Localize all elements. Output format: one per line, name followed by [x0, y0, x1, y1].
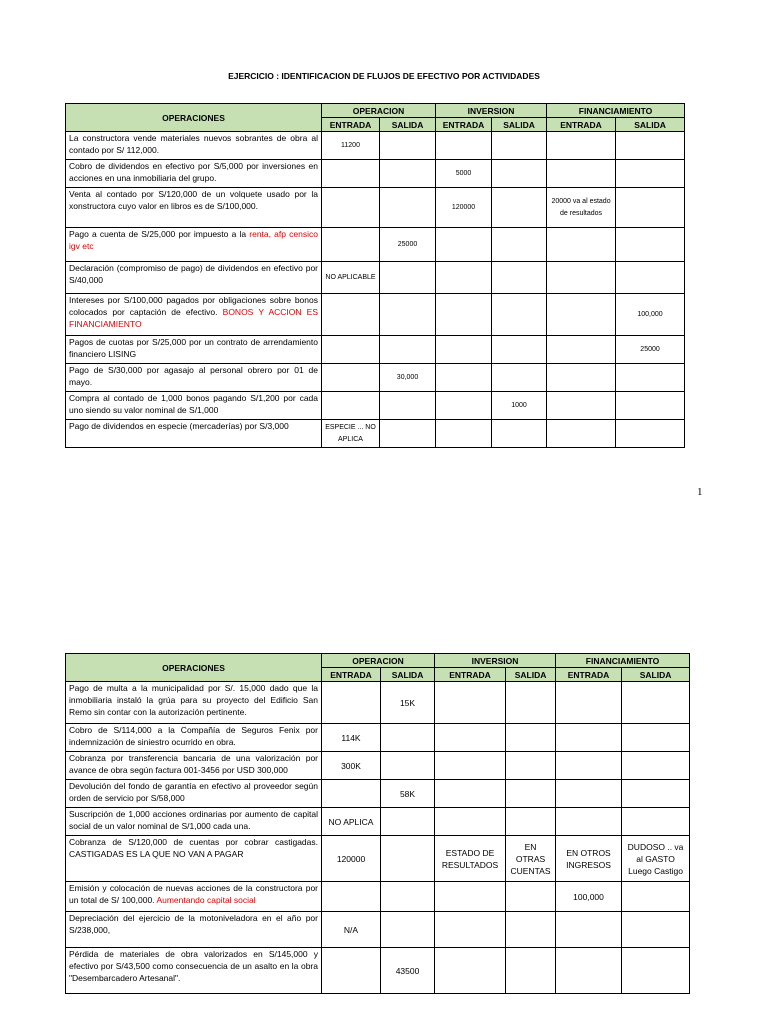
page-number: 1: [697, 486, 703, 498]
cell-fin-in: [547, 228, 616, 262]
cell-op-out: [381, 912, 435, 948]
cell-op-in: [322, 294, 380, 336]
table-row: [66, 392, 685, 420]
operation-text: Suscripción de 1,000 acciones ordinarias por aumento de capital social de un valor nominal de S/1,000 cada una.: [69, 809, 318, 831]
header-financiamiento: FINANCIAMIENTO: [556, 654, 690, 668]
header-entrada: ENTRADA: [436, 118, 492, 132]
cell-inv-in: 120000: [436, 188, 492, 228]
operation-text: Declaración (compromiso de pago) de dividendos en efectivo por S/40,000: [69, 263, 318, 285]
table-row: [66, 336, 685, 364]
cell-op-out: [380, 336, 436, 364]
cell-inv-out: [506, 912, 556, 948]
header-entrada: ENTRADA: [322, 668, 381, 682]
header-salida: SALIDA: [616, 118, 685, 132]
cell-inv-in: [435, 948, 506, 994]
cell-op-out: [380, 188, 436, 228]
operation-note: renta, afp censico igv etc: [69, 229, 318, 251]
cell-inv-out: [492, 160, 547, 188]
operation-text: Intereses por S/100,000 pagados por obligaciones sobre bonos colocados por captación de efectivo.: [69, 295, 318, 317]
cell-inv-out: [506, 780, 556, 808]
cell-op-in: [322, 336, 380, 364]
cell-inv-out: 1000: [492, 392, 547, 420]
table-row: [66, 364, 685, 392]
cell-fin-out: [622, 882, 690, 912]
cell-fin-in: [556, 808, 622, 836]
cell-inv-in: [435, 752, 506, 780]
table-row: [66, 132, 685, 160]
cell-fin-in: [556, 752, 622, 780]
operation-description: [66, 882, 322, 912]
cell-op-out: 30,000: [380, 364, 436, 392]
cell-inv-in: [435, 808, 506, 836]
cell-fin-out: [616, 132, 685, 160]
operation-text: Pago de S/30,000 por agasajo al personal obrero por 01 de mayo.: [69, 365, 318, 387]
cell-fin-in: [556, 912, 622, 948]
operation-description: [66, 262, 322, 294]
cell-op-out: [381, 882, 435, 912]
cell-inv-in: [436, 132, 492, 160]
table-row: [66, 808, 690, 836]
cell-fin-in: [547, 294, 616, 336]
header-inversion: INVERSION: [435, 654, 556, 668]
cell-fin-in: [547, 132, 616, 160]
header-operacion: OPERACION: [322, 104, 436, 118]
operation-description: [66, 364, 322, 392]
header-salida: SALIDA: [492, 118, 547, 132]
cell-op-out: 15K: [381, 682, 435, 724]
cell-fin-out: [616, 262, 685, 294]
operation-description: [66, 188, 322, 228]
table-row: [66, 836, 690, 882]
cell-fin-in: 100,000: [556, 882, 622, 912]
table-row: [66, 188, 685, 228]
cell-inv-out: [492, 336, 547, 364]
cell-op-in: 120000: [322, 836, 381, 882]
table-row: [66, 912, 690, 948]
operation-description: [66, 160, 322, 188]
document-title: EJERCICIO : IDENTIFICACION DE FLUJOS DE EFECTIVO POR ACTIVIDADES: [228, 71, 540, 81]
operation-text: Compra al contado de 1,000 bonos pagando S/1,200 por cada uno siendo su valor nominal de S/1,000: [69, 393, 318, 415]
operation-text: Pago de dividendos en especie (mercaderías) por S/3,000: [69, 421, 289, 431]
cell-op-in: NO APLICABLE: [322, 262, 380, 294]
table-row: [66, 420, 685, 448]
table-row: [66, 262, 685, 294]
operation-description: [66, 780, 322, 808]
cell-op-in: 300K: [322, 752, 381, 780]
operation-description: [66, 752, 322, 780]
operation-description: [66, 724, 322, 752]
cell-inv-out: [506, 752, 556, 780]
cell-fin-out: [616, 160, 685, 188]
cell-op-out: [380, 294, 436, 336]
cell-inv-out: [492, 294, 547, 336]
cell-op-in: [322, 188, 380, 228]
cell-op-in: [322, 780, 381, 808]
header-salida: SALIDA: [506, 668, 556, 682]
operation-text: Venta al contado por S/120,000 de un volquete usado por la xonstructora cuyo valor en libros es de S/100,000.: [69, 189, 318, 211]
operation-description: [66, 228, 322, 262]
cell-fin-in: [556, 780, 622, 808]
header-salida: SALIDA: [622, 668, 690, 682]
cell-op-out: [381, 724, 435, 752]
cell-inv-in: [435, 724, 506, 752]
cell-inv-out: [492, 132, 547, 160]
cell-fin-in: [547, 364, 616, 392]
operation-text: Emisión y colocación de nuevas acciones de la constructora por un total de S/ 100,000.: [69, 883, 318, 905]
header-operaciones: OPERACIONES: [66, 104, 322, 132]
cell-inv-in: [436, 392, 492, 420]
table-row: [66, 780, 690, 808]
cell-inv-in: [435, 780, 506, 808]
cell-fin-out: [622, 780, 690, 808]
header-salida: SALIDA: [380, 118, 436, 132]
operation-text: Pérdida de materiales de obra valorizados en S/145,000 y efectivo por S/43,500 como consecuencia de un asalto en la obra "Desembarcadero Artesanal".: [69, 949, 318, 983]
operation-description: [66, 336, 322, 364]
operation-description: [66, 912, 322, 948]
table-row: [66, 682, 690, 724]
cell-inv-in: ESTADO DE RESULTADOS: [435, 836, 506, 882]
cell-op-out: [381, 752, 435, 780]
cell-fin-out: 25000: [616, 336, 685, 364]
cell-inv-in: [436, 228, 492, 262]
cell-fin-out: [622, 752, 690, 780]
cell-op-out: [380, 132, 436, 160]
cell-fin-in: 20000 va al estado de resultados: [547, 188, 616, 228]
cell-inv-in: 5000: [436, 160, 492, 188]
operation-note: BONOS Y ACCION ES FINANCIAMIENTO: [69, 307, 318, 329]
cell-fin-out: DUDOSO .. va al GASTO Luego Castigo: [622, 836, 690, 882]
cell-inv-out: [492, 420, 547, 448]
cell-inv-out: [506, 724, 556, 752]
cell-fin-in: EN OTROS INGRESOS: [556, 836, 622, 882]
cell-inv-in: [435, 882, 506, 912]
cell-fin-in: [547, 262, 616, 294]
cell-inv-in: [435, 912, 506, 948]
operation-text: Cobro de dividendos en efectivo por S/5,000 por inversiones en acciones en una inmobiliaria del grupo.: [69, 161, 318, 183]
cell-fin-out: [622, 912, 690, 948]
header-salida: SALIDA: [381, 668, 435, 682]
operation-text: Pago a cuenta de S/25,000 por impuesto a la: [69, 229, 250, 239]
header-entrada: ENTRADA: [322, 118, 380, 132]
cell-op-in: ESPECIE ... NO APLICA: [322, 420, 380, 448]
operation-text: Pagos de cuotas por S/25,000 por un contrato de arrendamiento financiero LISING: [69, 337, 318, 359]
cell-fin-out: [616, 188, 685, 228]
cell-inv-in: [436, 294, 492, 336]
cell-fin-out: 100,000: [616, 294, 685, 336]
header-operaciones: OPERACIONES: [66, 654, 322, 682]
operation-text: La constructora vende materiales nuevos sobrantes de obra al contado por S/ 112,000.: [69, 133, 318, 155]
cell-fin-in: [547, 420, 616, 448]
cell-op-out: [380, 392, 436, 420]
operation-text: Depreciación del ejercicio de la motoniveladora en el año por S/238,000,: [69, 913, 318, 935]
cell-op-in: [322, 882, 381, 912]
cell-inv-out: EN OTRAS CUENTAS: [506, 836, 556, 882]
operation-note: Aumentando capital social: [156, 895, 256, 905]
operation-text: Cobranza por transferencia bancaria de una valorización por avance de obra según factura 001-3456 por USD 300,000: [69, 753, 318, 775]
cell-fin-out: [622, 682, 690, 724]
operation-description: [66, 294, 322, 336]
header-entrada: ENTRADA: [556, 668, 622, 682]
cell-fin-out: [616, 228, 685, 262]
table-row: [66, 294, 685, 336]
cell-inv-in: [435, 682, 506, 724]
cell-op-in: 11200: [322, 132, 380, 160]
cell-op-in: [322, 682, 381, 724]
cell-fin-out: [616, 392, 685, 420]
operation-description: [66, 682, 322, 724]
cell-inv-out: [506, 808, 556, 836]
cell-fin-out: [616, 364, 685, 392]
cell-fin-in: [547, 336, 616, 364]
cell-inv-out: [492, 228, 547, 262]
cell-fin-in: [556, 724, 622, 752]
cell-op-in: [322, 160, 380, 188]
cell-inv-in: [436, 262, 492, 294]
operation-description: [66, 420, 322, 448]
operation-text: Cobro de S/114,000 a la Compañía de Seguros Fenix por indemnización de siniestro ocurrido en obra.: [69, 725, 318, 747]
cell-op-in: [322, 392, 380, 420]
cell-op-in: 114K: [322, 724, 381, 752]
cell-inv-in: [436, 336, 492, 364]
operation-description: [66, 836, 322, 882]
cell-fin-in: [547, 392, 616, 420]
cell-op-in: NO APLICA: [322, 808, 381, 836]
operation-text: Devolución del fondo de garantía en efectivo al proveedor según orden de servicio por S/58,000: [69, 781, 318, 803]
operation-description: [66, 808, 322, 836]
cell-op-in: [322, 228, 380, 262]
table-row: [66, 228, 685, 262]
operation-description: [66, 948, 322, 994]
cell-fin-out: [622, 808, 690, 836]
header-entrada: ENTRADA: [435, 668, 506, 682]
cell-op-in: [322, 364, 380, 392]
cell-inv-out: [506, 882, 556, 912]
cell-op-in: [322, 948, 381, 994]
operation-text: Cobranza de S/120,000 de cuentas por cobrar castigadas. CASTIGADAS ES LA QUE NO VAN A PAGAR: [69, 837, 318, 859]
cell-op-out: 58K: [381, 780, 435, 808]
cell-fin-out: [622, 948, 690, 994]
cell-op-out: [380, 160, 436, 188]
cell-inv-in: [436, 420, 492, 448]
cash-flow-table-2: [65, 653, 690, 994]
operation-description: [66, 132, 322, 160]
cell-op-in: N/A: [322, 912, 381, 948]
cell-inv-out: [506, 682, 556, 724]
cell-fin-in: [556, 682, 622, 724]
cell-op-out: 25000: [380, 228, 436, 262]
cell-inv-out: [492, 364, 547, 392]
cell-fin-out: [616, 420, 685, 448]
cell-fin-in: [556, 948, 622, 994]
cell-op-out: [380, 262, 436, 294]
table-row: [66, 160, 685, 188]
header-inversion: INVERSION: [436, 104, 547, 118]
header-operacion: OPERACION: [322, 654, 435, 668]
cell-op-out: [381, 808, 435, 836]
table-row: [66, 882, 690, 912]
cell-op-out: 43500: [381, 948, 435, 994]
cell-fin-out: [622, 724, 690, 752]
operation-description: [66, 392, 322, 420]
table-row: [66, 752, 690, 780]
cell-op-out: [381, 836, 435, 882]
cell-op-out: [380, 420, 436, 448]
cell-inv-out: [506, 948, 556, 994]
table-row: [66, 724, 690, 752]
cell-fin-in: [547, 160, 616, 188]
header-financiamiento: FINANCIAMIENTO: [547, 104, 685, 118]
cell-inv-out: [492, 262, 547, 294]
cell-inv-out: [492, 188, 547, 228]
cell-inv-in: [436, 364, 492, 392]
table-row: [66, 948, 690, 994]
operation-text: Pago de multa a la municipalidad por S/. 15,000 dado que la inmobiliaria instaló la grúa para su proyecto del Edificio San Remo sin contar con la autorización pertinente.: [69, 683, 318, 717]
cash-flow-table-1: [65, 103, 685, 448]
header-entrada: ENTRADA: [547, 118, 616, 132]
